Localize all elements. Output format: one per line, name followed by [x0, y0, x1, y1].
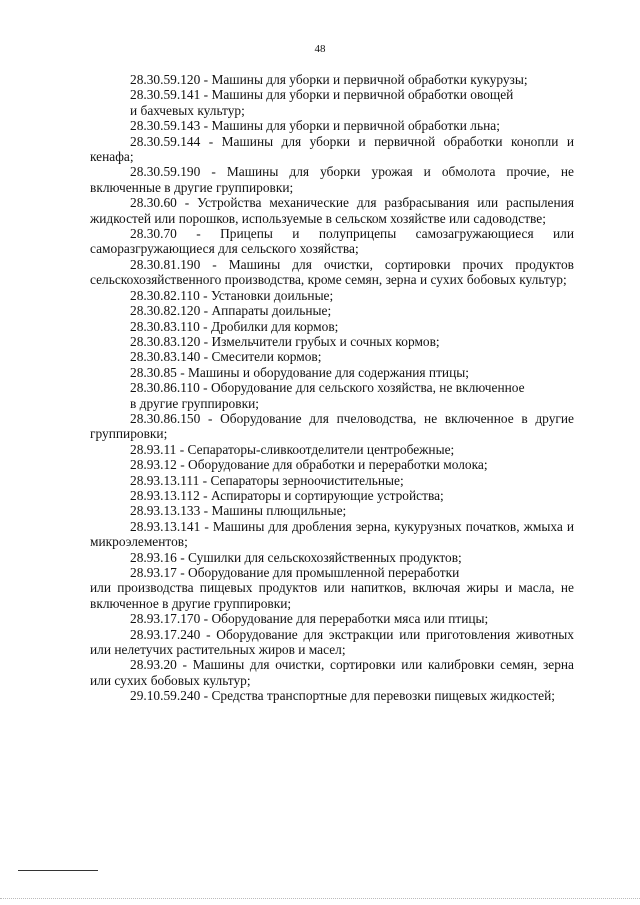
list-item: 28.30.59.141 - Машины для уборки и первичной обработки овощей: [130, 87, 514, 103]
list-item: 28.93.17.170 - Оборудование для переработки мяса или птицы;: [130, 611, 489, 627]
list-item: или производства пищевых продуктов или напитков, включая жиры и масла, не включенное в другие группировки;: [90, 580, 574, 611]
list-item: 28.30.83.120 - Измельчители грубых и сочных кормов;: [130, 333, 440, 349]
list-item: 28.30.70 - Прицепы и полуприцепы самозагружающиеся или саморазгружающиеся для сельского хозяйства;: [90, 226, 574, 257]
document-body: [90, 72, 574, 704]
list-item: 29.10.59.240 - Средства транспортные для перевозки пищевых жидкостей;: [130, 688, 555, 704]
list-item: 28.30.60 - Устройства механические для разбрасывания или распыления жидкостей или порошков, используемые в сельском хозяйстве или садоводстве;: [90, 195, 574, 226]
list-item: 28.93.13.141 - Машины для дробления зерна, кукурузных початков, жмыха и микроэлементов;: [90, 518, 574, 550]
list-item: 28.30.82.120 - Аппараты доильные;: [130, 303, 332, 319]
list-item: 28.30.59.143 - Машины для уборки и первичной обработки льна;: [130, 118, 500, 134]
list-item: и бахчевых культур;: [130, 102, 245, 118]
list-item: 28.93.11 - Сепараторы-сливкоотделители центробежные;: [130, 441, 455, 457]
list-item: 28.30.86.110 - Оборудование для сельского хозяйства, не включенное: [130, 380, 525, 396]
list-item: 28.30.85 - Машины и оборудование для содержания птицы;: [130, 364, 469, 380]
list-item: 28.30.81.190 - Машины для очистки, сортировки прочих продуктов сельскохозяйственного производства, кроме семян, зерна и сухих бобовых культур;: [90, 256, 574, 288]
list-item: 28.30.82.110 - Установки доильные;: [130, 287, 334, 303]
list-item: 28.30.83.110 - Дробилки для кормов;: [130, 318, 339, 334]
list-item: 28.30.59.144 - Машины для уборки и первичной обработки конопли и кенафа;: [90, 133, 574, 165]
list-item: 28.93.16 - Сушилки для сельскохозяйственных продуктов;: [130, 549, 462, 565]
list-item: 28.93.13.112 - Аспираторы и сортирующие устройства;: [130, 487, 444, 503]
list-item: 28.93.20 - Машины для очистки, сортировки или калибровки семян, зерна или сухих бобовых культур;: [90, 657, 574, 688]
list-item: 28.93.13.111 - Сепараторы зерноочистительные;: [130, 472, 404, 488]
list-item: 28.30.59.190 - Машины для уборки урожая и обмолота прочие, не включенные в другие группировки;: [90, 164, 574, 195]
footnote-rule: [18, 870, 98, 871]
scan-edge-line: [0, 898, 640, 899]
list-item: 28.30.83.140 - Смесители кормов;: [130, 349, 322, 365]
list-item: 28.30.86.150 - Оборудование для пчеловодства, не включенное в другие группировки;: [90, 410, 574, 442]
list-item: 28.93.12 - Оборудование для обработки и переработки молока;: [130, 457, 488, 473]
page-number: 48: [314, 43, 326, 55]
list-item: 28.93.17.240 - Оборудование для экстракции или приготовления животных или нелетучих растительных жиров и масел;: [90, 626, 574, 658]
list-item: в другие группировки;: [130, 395, 259, 411]
list-item: 28.30.59.120 - Машины для уборки и первичной обработки кукурузы;: [130, 72, 528, 87]
list-item: 28.93.13.133 - Машины плющильные;: [130, 503, 347, 519]
list-item: 28.93.17 - Оборудование для промышленной переработки: [130, 565, 460, 580]
